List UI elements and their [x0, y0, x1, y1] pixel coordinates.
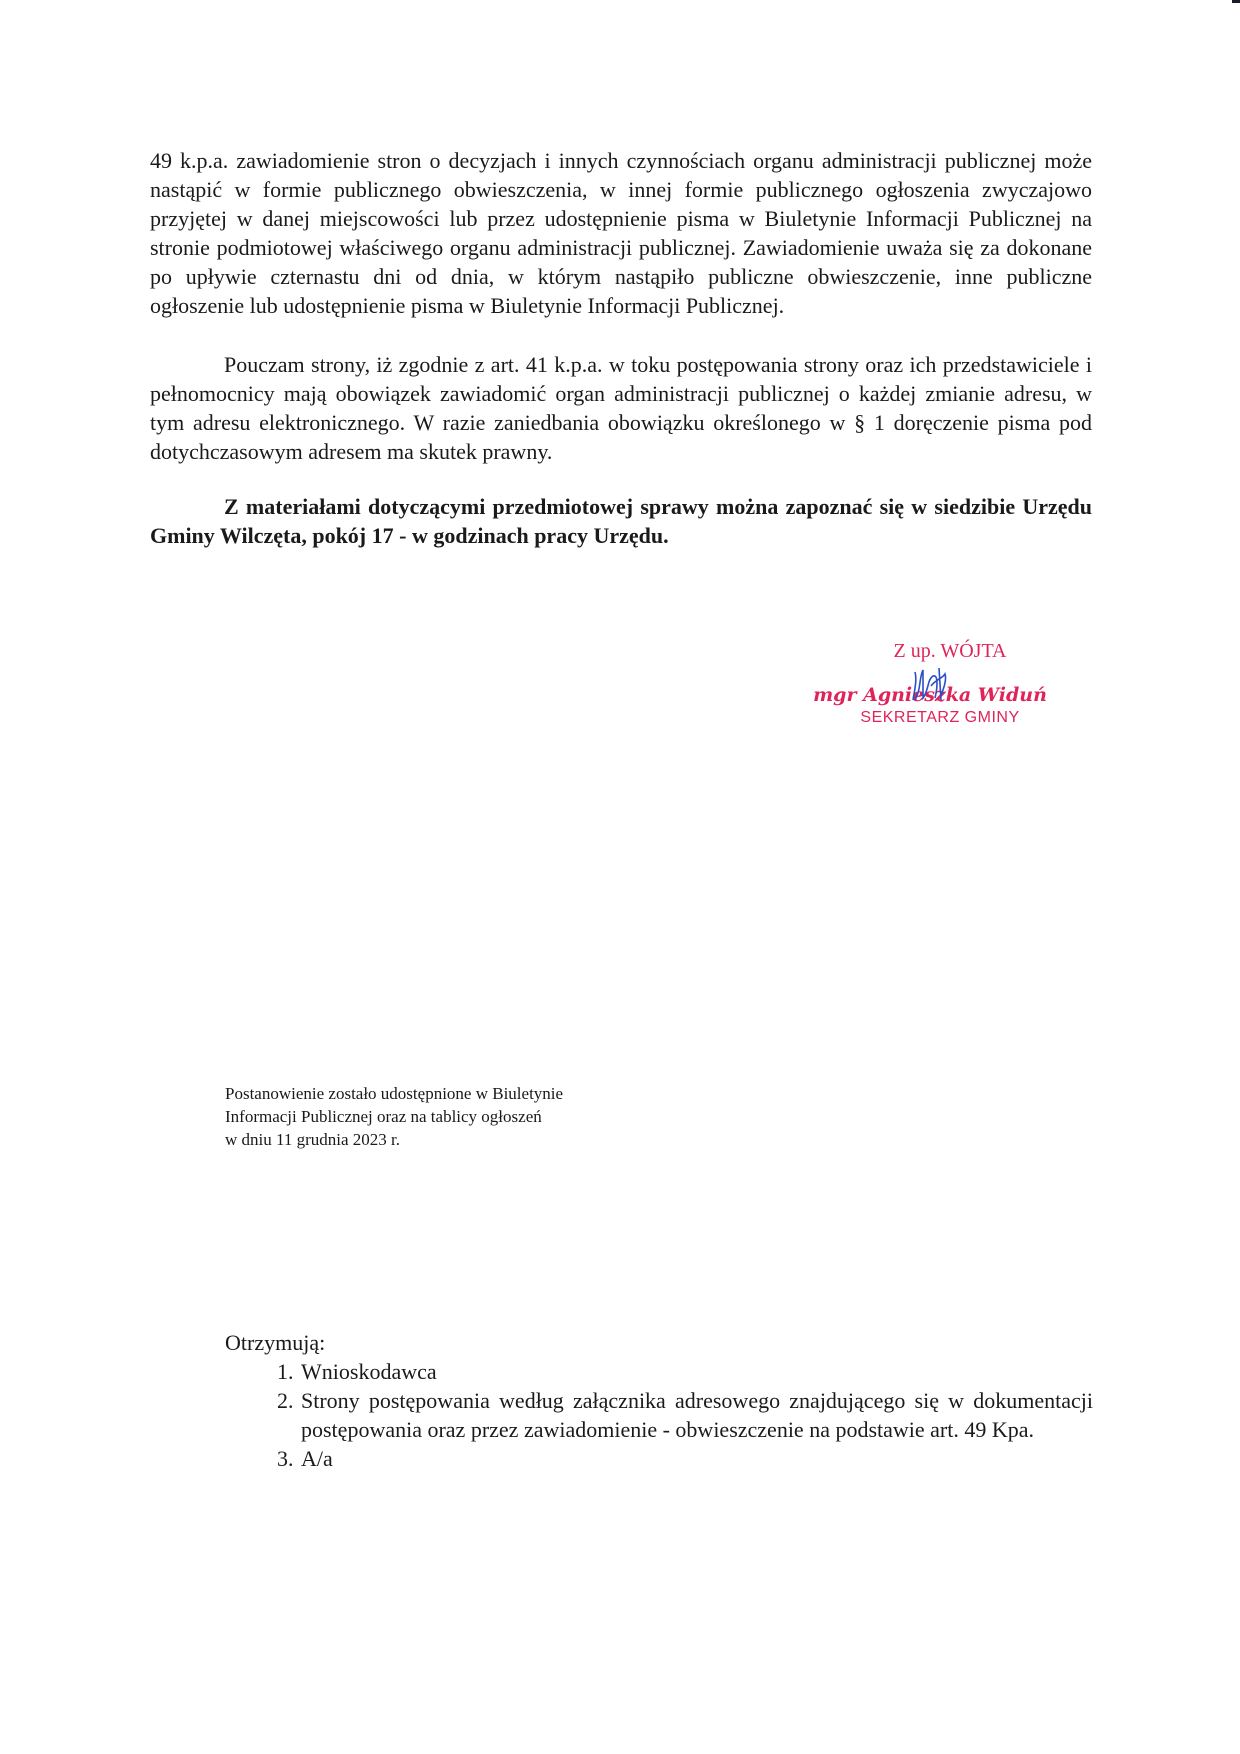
recipient-item: 3. A/a	[299, 1444, 1093, 1473]
recipient-item: 2. Strony postępowania według załącznika adresowego znajdującego się w dokumentacji postępowania oraz przez zawiadomienie - obwieszczenie na podstawie art. 49 Kpa.	[299, 1386, 1093, 1444]
handwritten-signature-icon	[905, 650, 955, 710]
publication-note-line: w dniu 11 grudnia 2023 r.	[225, 1130, 401, 1149]
publication-note	[225, 1082, 563, 1151]
publication-note-line: Postanowienie zostało udostępnione w Biuletynie	[225, 1084, 564, 1103]
publication-note-line: Informacji Publicznej oraz na tablicy ogłoszeń	[225, 1107, 542, 1126]
paragraph-instruction: Pouczam strony, iż zgodnie z art. 41 k.p.a. w toku postępowania strony oraz ich przedstawiciele i pełnomocnicy mają obowiązek zawiadomić organ administracji publicznej o każdej zmianie adresu, w tym adresu elektronicznego. W razie zaniedbania obowiązku określonego w § 1 doręczenie pisma pod dotychczasowym adresem ma skutek prawny.	[150, 352, 1092, 464]
scan-corner-mark	[1232, 0, 1240, 3]
recipients-list	[225, 1357, 1093, 1473]
recipient-item: 1. Wnioskodawca	[299, 1357, 1093, 1386]
recipients-heading: Otrzymują:	[225, 1330, 326, 1355]
stamp-title-line: SEKRETARZ GMINY	[860, 709, 1020, 726]
stamp-authority-line: Z up. WÓJTA	[893, 640, 1007, 662]
recipients-section	[225, 1328, 1093, 1473]
paragraph-notification: 49 k.p.a. zawiadomienie stron o decyzjach i innych czynnościach organu administracji publicznej może nastąpić w formie publicznego obwieszczenia, w innej formie publicznego ogłoszenia zwyczajowo przyjętej w danej miejscowości lub przez udostępnienie pisma w Biuletynie Informacji Publicznej na stronie podmiotowej właściwego organu administracji publicznej. Zawiadomienie uważa się za dokonane po upływie czternastu dni od dnia, w którym nastąpiło publiczne obwieszczenie, inne publiczne ogłoszenie lub udostępnienie pisma w Biuletynie Informacji Publicznej.	[150, 148, 1092, 318]
paragraph-materials-bold: Z materiałami dotyczącymi przedmiotowej sprawy można zapoznać się w siedzibie Urzędu Gminy Wilczęta, pokój 17 - w godzinach pracy Urzędu.	[150, 494, 1092, 548]
stamp-name-line: mgr Agnieszka Widuń	[813, 684, 1047, 706]
